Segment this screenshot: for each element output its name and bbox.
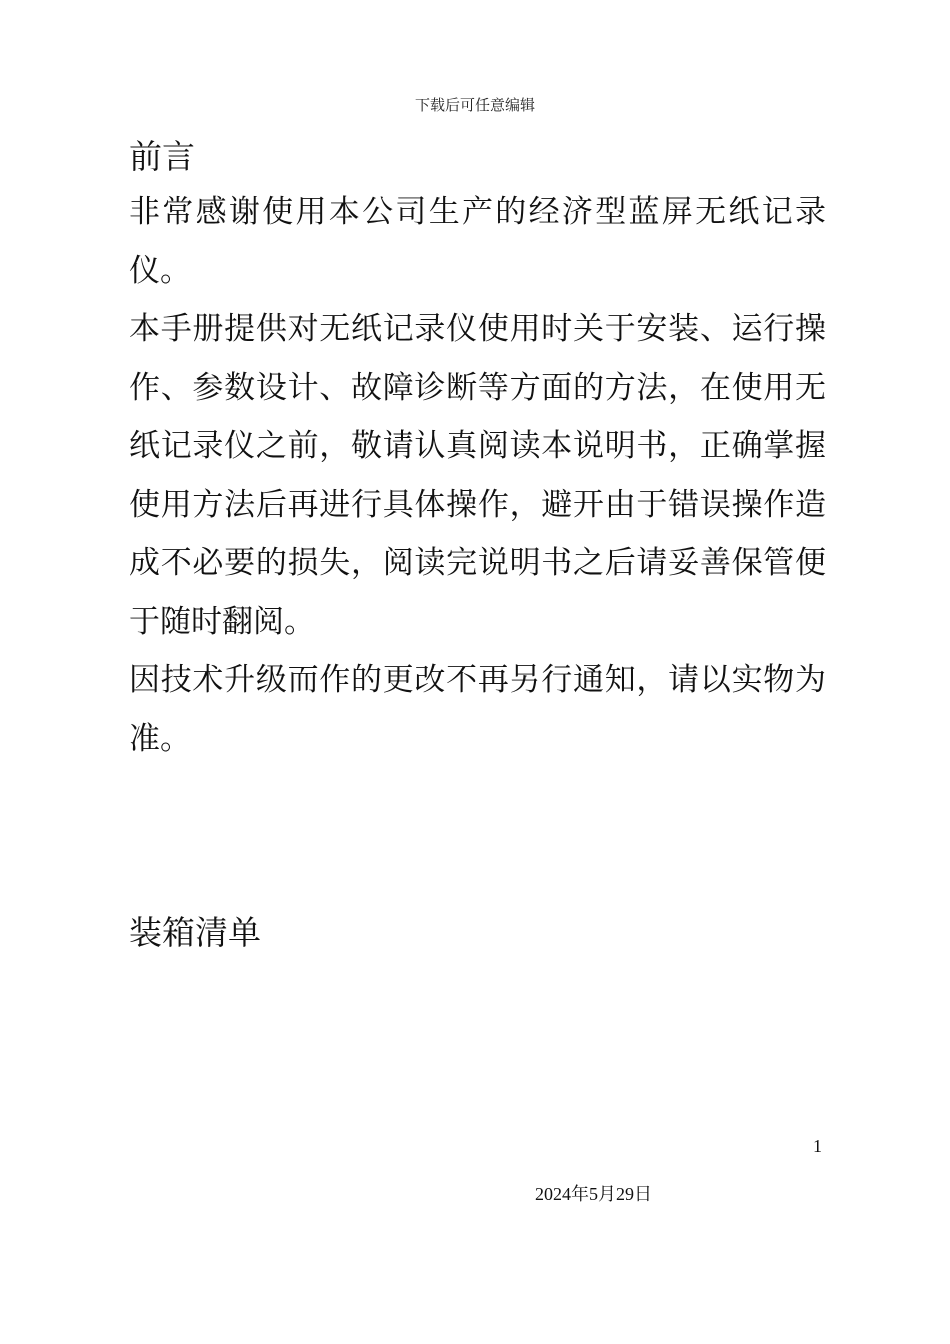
preface-section (129, 131, 826, 768)
header-note: 下载后可任意编辑 (414, 96, 535, 114)
preface-paragraph-1: 非常感谢使用本公司生产的经济型蓝屏无纸记录仪。 (129, 194, 826, 289)
preface-title: 前言 (129, 137, 195, 176)
footer-date: 2024年5月29日 (535, 1184, 652, 1204)
page-number: 1 (813, 1136, 822, 1156)
preface-paragraph-2: 本手册提供对无纸记录仪使用时关于安装、运行操作、参数设计、故障诊断等方面的方法，在使用无纸记录仪之前，敬请认真阅读本说明书，正确掌握使用方法后再进行具体操作，避开由于错误操作造成不必要的损失，阅读完说明书之后请妥善保管便于随时翻阅。 (129, 311, 826, 640)
preface-paragraph-3: 因技术升级而作的更改不再另行通知，请以实物为准。 (129, 662, 826, 757)
packing-list-title: 装箱清单 (129, 913, 261, 952)
